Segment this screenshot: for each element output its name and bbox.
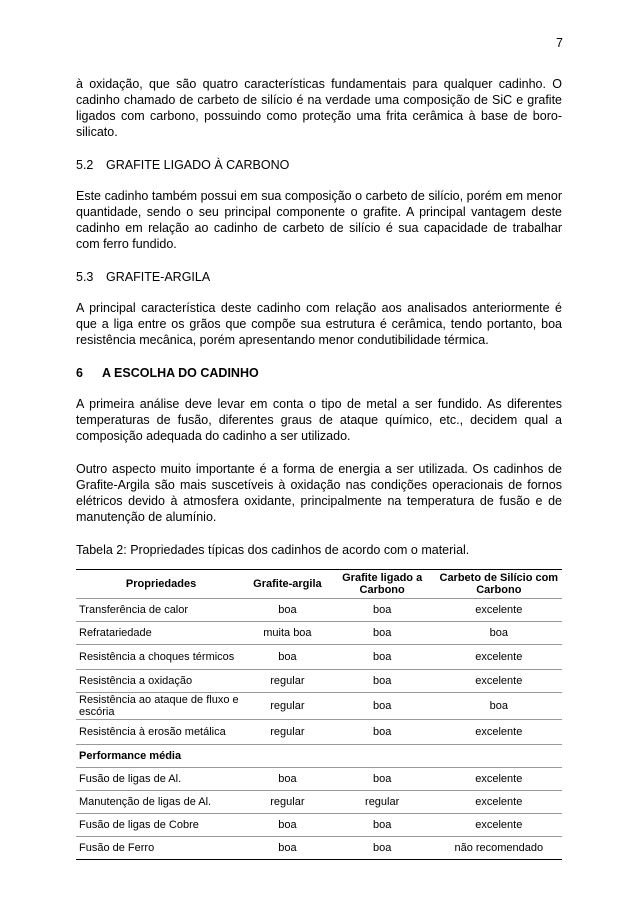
- table-row: [76, 720, 562, 745]
- paragraph: à oxidação, que são quatro características fundamentais para qualquer cadinho. O cadinho chamado de carbeto de silício é na verdade uma composição de SiC e grafite ligados com carbono, possuindo como proteção uma frita cerâmica à base de boro-silicato.: [76, 77, 562, 139]
- table-cell: Fusão de ligas de Al.: [76, 768, 246, 791]
- table-cell: Resistência ao ataque de fluxo e escória: [76, 693, 246, 720]
- table-caption: Tabela 2: Propriedades típicas dos cadinhos de acordo com o material.: [76, 543, 470, 557]
- table-header-cell: Propriedades: [76, 570, 246, 599]
- table-cell: boa: [329, 693, 436, 720]
- section-heading-6: [76, 365, 562, 381]
- table-cell: Fusão de Ferro: [76, 837, 246, 860]
- table-cell: [436, 745, 562, 768]
- table-header-row: [76, 570, 562, 599]
- table-cell: boa: [329, 837, 436, 860]
- table-row-section: [76, 745, 562, 768]
- table-cell: excelente: [436, 720, 562, 745]
- section-title: GRAFITE-ARGILA: [106, 270, 211, 284]
- table-cell: boa: [436, 622, 562, 645]
- table-cell: Transferência de calor: [76, 599, 246, 622]
- page-content: [76, 76, 562, 860]
- table-cell: não recomendado: [436, 837, 562, 860]
- table-row: [76, 768, 562, 791]
- table-cell: regular: [246, 670, 329, 693]
- table-cell: [246, 745, 329, 768]
- table-cell: [329, 745, 436, 768]
- table-section-label: Performance média: [76, 745, 246, 768]
- table-cell: Resistência a choques térmicos: [76, 645, 246, 670]
- table-cell: boa: [329, 814, 436, 837]
- table-cell: Fusão de ligas de Cobre: [76, 814, 246, 837]
- section-heading-5-2: [76, 157, 562, 173]
- table-row: [76, 622, 562, 645]
- paragraph: Outro aspecto muito importante é a forma de energia a ser utilizada. Os cadinhos de Grafite-Argila são mais suscetíveis à oxidação nas condições operacionais de fornos elétricos devido à atmosfera oxidante, principalmente na temperatura de fusão e de manutenção de alumínio.: [76, 462, 562, 524]
- section-number: 5.3: [76, 270, 94, 284]
- table-cell: Resistência a oxidação: [76, 670, 246, 693]
- page-number: 7: [556, 36, 563, 50]
- paragraph: Este cadinho também possui em sua composição o carbeto de silício, porém em menor quantidade, sendo o seu principal componente o grafite. A principal vantagem deste cadinho em relação ao cadinho de carbeto de silício é sua capacidade de trabalhar com ferro fundido.: [76, 189, 562, 251]
- section-number: 6: [76, 366, 83, 380]
- table-row: [76, 814, 562, 837]
- table-cell: Manutenção de ligas de Al.: [76, 791, 246, 814]
- table-cell: boa: [246, 837, 329, 860]
- table-cell: regular: [329, 791, 436, 814]
- table-cell: boa: [246, 645, 329, 670]
- section-title: A ESCOLHA DO CADINHO: [102, 366, 259, 380]
- paragraph: A primeira análise deve levar em conta o tipo de metal a ser fundido. As diferentes temperaturas de fusão, diferentes graus de ataque químico, etc., decidem qual a composição adequada do cadinho a ser utilizado.: [76, 397, 562, 443]
- table-row: [76, 645, 562, 670]
- table-cell: excelente: [436, 814, 562, 837]
- table-cell: boa: [246, 768, 329, 791]
- table-cell: boa: [436, 693, 562, 720]
- table-header-cell: Grafite ligado a Carbono: [329, 570, 436, 599]
- table-row: [76, 693, 562, 720]
- table-cell: boa: [329, 720, 436, 745]
- table-row: [76, 599, 562, 622]
- table-row: [76, 670, 562, 693]
- table-cell: boa: [329, 670, 436, 693]
- table-cell: regular: [246, 720, 329, 745]
- table-row: [76, 791, 562, 814]
- table-cell: boa: [246, 814, 329, 837]
- table-cell: excelente: [436, 768, 562, 791]
- table-cell: boa: [329, 622, 436, 645]
- section-heading-5-3: [76, 269, 562, 285]
- table-cell: regular: [246, 791, 329, 814]
- table-cell: excelente: [436, 599, 562, 622]
- section-title: GRAFITE LIGADO À CARBONO: [106, 158, 290, 172]
- table-cell: muita boa: [246, 622, 329, 645]
- table-cell: excelente: [436, 645, 562, 670]
- properties-table: [76, 569, 562, 860]
- section-number: 5.2: [76, 158, 94, 172]
- table-cell: boa: [246, 599, 329, 622]
- table-header-cell: Grafite-argila: [246, 570, 329, 599]
- table-cell: Resistência à erosão metálica: [76, 720, 246, 745]
- table-header-cell: Carbeto de Silício com Carbono: [436, 570, 562, 599]
- table-cell: excelente: [436, 670, 562, 693]
- table-cell: boa: [329, 768, 436, 791]
- table-cell: Refratariedade: [76, 622, 246, 645]
- paragraph: A principal característica deste cadinho com relação aos analisados anteriormente é que a liga entre os grãos que compõe sua estrutura é cerâmica, tendo portanto, boa resistência mecânica, porém apresentando menor condutibilidade térmica.: [76, 301, 562, 347]
- table-cell: regular: [246, 693, 329, 720]
- table-cell: boa: [329, 645, 436, 670]
- table-cell: boa: [329, 599, 436, 622]
- table-row: [76, 837, 562, 860]
- table-cell: excelente: [436, 791, 562, 814]
